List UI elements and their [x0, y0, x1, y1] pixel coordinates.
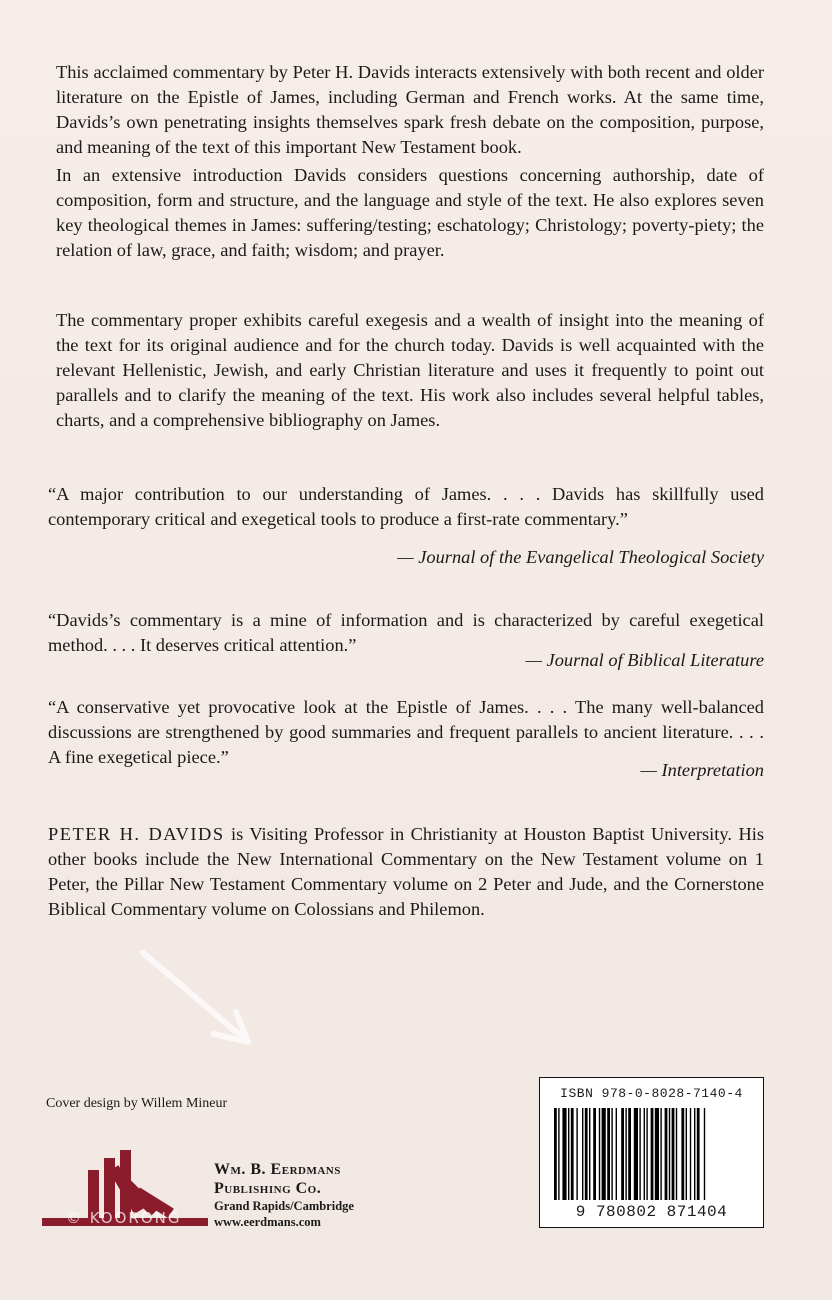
- isbn-label: ISBN 978-0-8028-7140-4: [560, 1086, 743, 1101]
- author-bio-text: is Visiting Professor in Christianity at Houston Baptist University. His other books include the New International Commentary on the New Testament volume on 1 Peter, the Pillar New Testament Commentary volume on 2 Peter and Jude, and the Cornerstone Biblical Commentary volume on Colossians and Philemon.: [48, 824, 764, 919]
- author-name: PETER H. DAVIDS: [48, 824, 225, 844]
- author-bio: [48, 822, 764, 922]
- endorsement-quote-2: “Davids’s commentary is a mine of information and is characterized by careful exegetical method. . . . It deserves critical attention.”: [48, 610, 764, 655]
- description-paragraph-3: The commentary proper exhibits careful exegesis and a wealth of insight into the meaning of the text for its original audience and for the church today. Davids is well acquainted with the relevant Hellenistic, Jewish, and early Christian literature and uses it frequently to point out parallels and to clarify the meaning of the text. His work also includes several helpful tables, charts, and a comprehensive bibliography on James.: [56, 310, 764, 430]
- isbn-barcode: [539, 1077, 764, 1228]
- watermark: © KOORONG: [66, 1209, 182, 1227]
- watermark-arrow-icon: [140, 950, 260, 1050]
- publisher-website: www.eerdmans.com: [214, 1215, 321, 1229]
- endorsement-source-1: — Journal of the Evangelical Theological Society: [397, 547, 764, 567]
- barcode-digits: 9 780802 871404: [575, 1203, 728, 1221]
- description-paragraph-2: In an extensive introduction Davids considers questions concerning authorship, date of composition, form and structure, and the language and style of the text. He also explores seven key theological themes in James: suffering/testing; eschatology; Christology; poverty-piety; the relation of law, grace, and faith; wisdom; and prayer.: [56, 165, 764, 260]
- endorsement-quote-3: “A conservative yet provocative look at the Epistle of James. . . . The many well-balanced discussions are strengthened by good summaries and frequent parallels to ancient literature. . . . A fine exegetical piece.”: [48, 697, 764, 767]
- publisher-name-line-1: Wm. B. Eerdmans: [214, 1161, 341, 1178]
- endorsement-quote-1: “A major contribution to our understanding of James. . . . Davids has skillfully used contemporary critical and exegetical tools to produce a first-rate commentary.”: [48, 484, 764, 529]
- cover-design-credit: Cover design by Willem Mineur: [46, 1096, 228, 1111]
- endorsement-source-3: — Interpretation: [640, 760, 764, 780]
- endorsement-source-2: — Journal of Biblical Literature: [525, 650, 764, 670]
- publisher-info: [214, 1160, 354, 1230]
- barcode-bars: [554, 1108, 750, 1200]
- description-paragraph-1: This acclaimed commentary by Peter H. Davids interacts extensively with both recent and older literature on the Epistle of James, including German and French works. At the same time, Davids’s own penetrating insights themselves spark fresh debate on the composition, purpose, and meaning of the text of this important New Testament book.: [56, 62, 764, 157]
- publisher-name-line-2: Publishing Co.: [214, 1180, 322, 1197]
- publisher-location: Grand Rapids/Cambridge: [214, 1199, 354, 1213]
